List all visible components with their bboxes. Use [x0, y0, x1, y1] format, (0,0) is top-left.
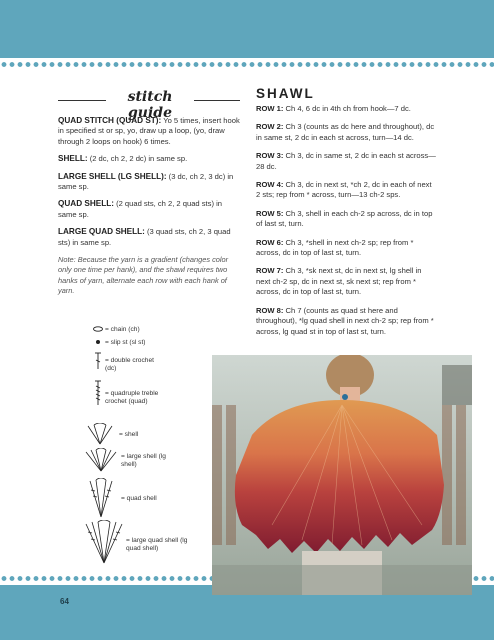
stitch-guide-section — [58, 88, 240, 297]
top-scallop-border — [0, 62, 494, 67]
header-rule-right — [194, 100, 240, 101]
row-3: ROW 3: Ch 3, dc in same st, 2 dc in each st across—28 dc. — [256, 151, 436, 171]
row-7: ROW 7: Ch 3, *sk next st, dc in next st, lg shell in next ch-2 sp, dc in next st, sk next st; rep from * across, dc in top of last st, turn. — [256, 266, 422, 297]
row-2: ROW 2: Ch 3 (counts as dc here and throughout), dc in same st, 2 dc in each st across, turn—14 dc. — [256, 122, 435, 142]
shawl-photo — [212, 355, 472, 595]
definition-shell: SHELL: (2 dc, ch 2, 2 dc) in same sp. — [58, 154, 188, 164]
quad-shell-icon — [84, 478, 118, 518]
shawl-section — [256, 86, 436, 345]
definition-large-shell: LARGE SHELL (LG SHELL): (3 dc, ch 2, 3 dc) in same sp. — [58, 171, 234, 192]
legend-quad-label: = quadruple treble crochet (quad) — [105, 390, 159, 405]
shell-icon — [84, 423, 116, 445]
definition-quad-shell: QUAD SHELL: (2 quad sts, ch 2, 2 quad sts) in same sp. — [58, 199, 223, 219]
legend-chain-label: = chain (ch) — [105, 326, 140, 333]
legend-shell-label: = shell — [119, 431, 139, 438]
definition-large-quad-shell: LARGE QUAD SHELL: (3 quad sts, ch 2, 3 quad sts) in same sp. — [58, 227, 231, 247]
row-6: ROW 6: Ch 3, *shell in next ch-2 sp; rep from * across, dc in top of last st, turn. — [256, 237, 414, 258]
legend-large-quad-shell-label: = large quad shell (lg quad shell) — [126, 537, 188, 552]
row-4: ROW 4: Ch 3, dc in next st, *ch 2, dc in each of next 2 sts; rep from * across, turn—13 ch-2 sps. — [256, 180, 432, 200]
header-rule-left — [58, 100, 106, 101]
large-shell-icon — [84, 448, 118, 472]
row-8: ROW 8: Ch 7 (counts as quad st here and throughout), *lg quad shell in next ch-2 sp; rep from * across, lg quad st in top of last st, turn. — [256, 305, 434, 336]
row-1: ROW 1: Ch 4, 6 dc in 4th ch from hook—7 dc. — [256, 104, 411, 113]
top-color-band — [0, 0, 494, 58]
definition-quad-stitch: QUAD STITCH (QUAD ST): Yo 5 times, insert hook in specified st or sp, yo, draw up a loop, (yo, draw through 2 loops on hook) 6 times. — [58, 116, 240, 146]
large-quad-shell-icon — [84, 520, 124, 564]
slip-stitch-icon — [84, 338, 104, 346]
legend-dc-label: = double crochet (dc) — [105, 357, 154, 372]
quadruple-treble-icon — [84, 380, 104, 406]
shawl-title: SHAWL — [256, 86, 315, 101]
stitch-guide-title: stitch guide — [127, 89, 173, 121]
page-number: 64 — [60, 597, 69, 606]
legend-large-shell-label: = large shell (lg shell) — [121, 453, 166, 468]
chain-icon — [84, 325, 104, 333]
yarn-note: Note: Because the yarn is a gradient (changes color only one time per hank), and the shawl requires two hanks of yarn, alternate each row with each hank of yarn. — [58, 255, 229, 296]
legend-quad-shell-label: = quad shell — [121, 495, 157, 502]
double-crochet-icon — [84, 352, 104, 370]
legend-slip-label: = slip st (sl st) — [105, 339, 146, 346]
stitch-guide-header — [58, 88, 240, 121]
row-5: ROW 5: Ch 3, shell in each ch-2 sp across, dc in top of last st, turn. — [256, 208, 433, 229]
